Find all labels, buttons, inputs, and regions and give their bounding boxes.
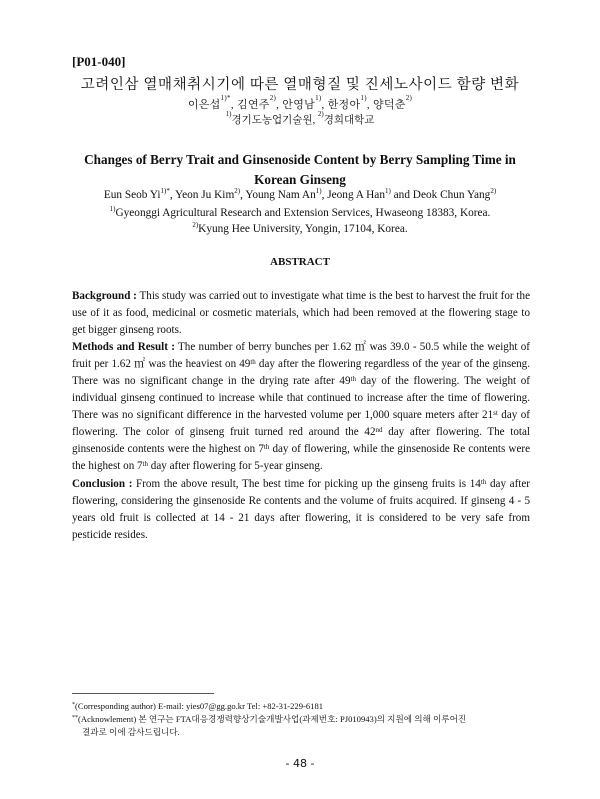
- ordinal-suffix: nd: [375, 426, 383, 435]
- methods-label: Methods and Result :: [72, 341, 175, 354]
- author-affil-mark: 1): [384, 187, 391, 195]
- affil-text: Kyung Hee University, Yongin, 17104, Korea.: [198, 223, 408, 235]
- ordinal-suffix: th: [350, 375, 356, 384]
- acknowledgement-text: (Acknowlement) 본 연구는 FTA대응경쟁력향상기술개발사업(과제번호: PJ010943)의 지원에 의해 이루어진: [78, 714, 467, 724]
- acknowledgement-continuation: 결과로 이에 감사드립니다.: [82, 727, 180, 737]
- methods-text: day of the flowering. The weight of individual ginseng continued to increase while that continued to increase after the time of flowering. There was no significant difference in the harvested volume per 1,000 square meters after 21: [72, 375, 530, 422]
- abstract-heading: ABSTRACT: [270, 256, 330, 268]
- ordinal-suffix: th: [142, 460, 149, 469]
- author-name: 김연주: [236, 99, 270, 111]
- affil-mark: 1): [225, 110, 232, 118]
- ordinal-suffix: th: [250, 358, 256, 367]
- author-affil-mark: 1)*: [220, 94, 231, 102]
- affil-mark: 2): [192, 221, 199, 229]
- author-affil-mark: 2): [490, 187, 497, 195]
- footnotes: [72, 700, 542, 739]
- english-authors: Eun Seob $Yi^{1)*}$, Yeon Ju Kim$^{2)}$, Young Nam An$^{1)}$, Jeong A Han$^{1)}$ and Deok Chun Yang$^{2)}$: [103, 187, 497, 201]
- author-name: Yeon Ju Kim: [175, 189, 235, 201]
- paper-id: [P01-040]: [72, 54, 126, 69]
- ordinal-suffix: th: [480, 477, 487, 486]
- author-affil-mark: 1): [315, 187, 322, 195]
- methods-text: day after flowering. The total ginsenoside contents were the highest on 7: [72, 426, 530, 456]
- footnote-divider: [72, 693, 214, 694]
- conclusion-text: day after flowering, considering the ginsenoside Re contents and the volume of fruits acquired. If ginseng 4 - 5 years old fruit is collected at 14 - 21 days after flowering, it is considered to be very safe from pesticide resides.: [72, 477, 530, 541]
- page-number: - 48 -: [285, 757, 315, 770]
- author-affil-mark: 1): [360, 94, 367, 102]
- author-name: Deok Chun Yang: [412, 189, 491, 201]
- background-text: This study was carried out to investigate what time is the best to harvest the fruit for the use of it as food, medicinal or cosmetic materials, which had been removed at the flowering stage to get bigger ginseng roots.: [72, 290, 530, 337]
- korean-affiliations: $^{1)}$경기도농업기술원, $^{2)}$경희대학교: [225, 110, 375, 126]
- abstract-body: [72, 288, 530, 544]
- author-name: Young Nam An: [245, 189, 316, 201]
- korean-title: 고려인삼 열매채취시기에 따른 열매형질 및 진세노사이드 함량 변화: [80, 77, 520, 93]
- methods-text: day after flowering for 5-year ginseng.: [148, 460, 323, 473]
- footnote-mark: *: [72, 702, 75, 708]
- conclusion-paragraph: [72, 476, 530, 544]
- methods-text: day after the flowering regardless of the year of the ginseng. There was no significant change in the drying rate after 49: [72, 358, 530, 388]
- acknowledgement-note: [72, 713, 542, 726]
- conclusion-text: From the above result, The best time for picking up the ginseng fruits is 14: [132, 477, 481, 490]
- ordinal-suffix: st: [493, 409, 498, 418]
- corresponding-text: (Corresponding author) E-mail: yies07@gg.go.kr Tel: +82-31-229-6181: [75, 701, 324, 711]
- methods-text: The number of berry bunches per 1.62 ㎡ was 39.0 - 50.5 while the weight of fruit per 1.62 ㎡ was the heaviest on 49: [72, 341, 530, 371]
- background-paragraph: [72, 288, 530, 339]
- methods-paragraph: [72, 339, 530, 475]
- author-name: Jeong A Han: [327, 189, 385, 201]
- affil-mark: 2): [317, 110, 324, 118]
- affil-text: Gyeonggi Agricultural Research and Extension Services, Hwaseong 18383, Korea.: [115, 207, 491, 219]
- english-title: [0, 150, 600, 190]
- methods-text: day of flowering, while the ginsenoside Re contents were the highest on 7: [72, 443, 530, 473]
- author-affil-mark: 1): [315, 94, 322, 102]
- affil-name: 경기도농업기술원: [231, 115, 313, 126]
- english-title-line: Korean Ginseng: [254, 172, 346, 187]
- ordinal-suffix: th: [263, 443, 270, 452]
- author-name: Eun Seob Yi: [103, 189, 161, 201]
- author-affil-mark: 2): [405, 94, 413, 102]
- author-name: 이은섭: [187, 99, 221, 111]
- author-name: 양덕춘: [372, 99, 406, 111]
- korean-authors: 이은섭$^{1)*}$, 김연주$^{2)}$, 안영남$^{1)}$, 한정아$^{1)}$, 양덕춘$^{2)}$: [187, 94, 413, 111]
- author-name: 안영남: [282, 99, 316, 111]
- methods-text: day of flowering. The color of ginseng fruit turned red around the 42: [72, 409, 530, 439]
- background-label: Background :: [72, 290, 137, 302]
- english-affiliation-2: [0, 223, 600, 235]
- author-affil-mark: 1)*: [160, 187, 170, 195]
- author-affil-mark: 2): [269, 94, 277, 102]
- author-name: 한정아: [327, 99, 361, 111]
- footnote-mark: **: [72, 715, 78, 721]
- english-affiliation-1: [0, 207, 600, 219]
- affil-name: 경희대학교: [323, 115, 375, 126]
- corresponding-author-note: [72, 700, 542, 713]
- conclusion-label: Conclusion :: [72, 477, 133, 490]
- author-affil-mark: 2): [234, 187, 241, 195]
- english-title-line: Changes of Berry Trait and Ginsenoside Content by Berry Sampling Time in: [84, 152, 516, 167]
- affil-mark: 1): [109, 205, 116, 213]
